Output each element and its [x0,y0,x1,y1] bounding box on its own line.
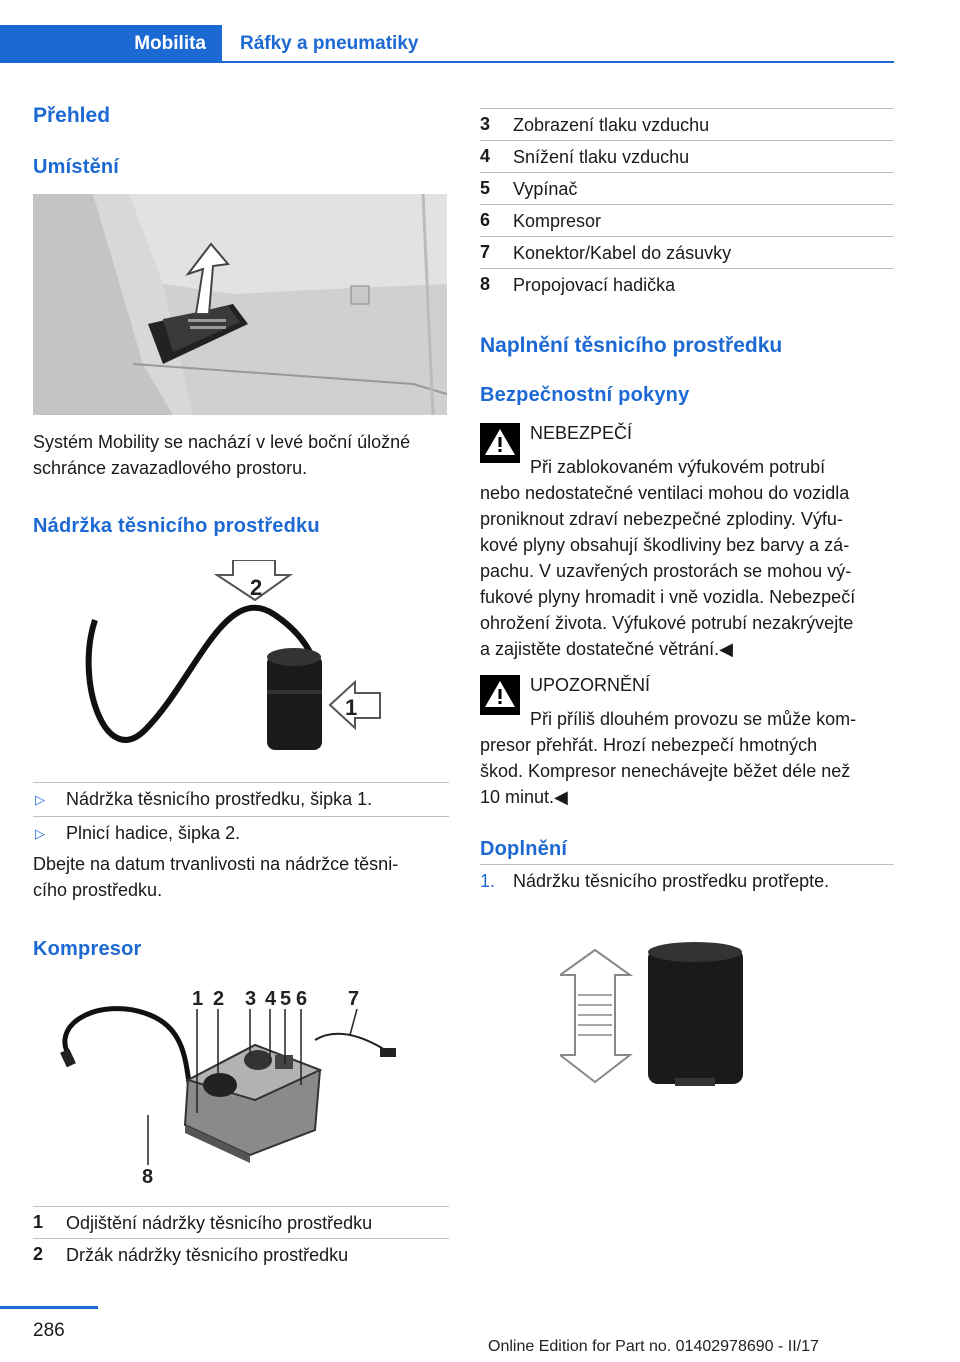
comp-item-num: 8 [480,274,491,294]
comp-item-num: 4 [480,146,491,166]
tank-list-item: Nádržka těsnicího prostředku, šipka 1. [66,789,373,809]
divider [480,108,894,109]
danger-label: NEBEZPEČÍ [530,423,633,443]
text-line: cího prostředku. [33,880,163,900]
divider [480,140,894,141]
divider [33,1238,449,1239]
shake-figure [560,940,760,1090]
warning-icon [480,675,520,715]
danger-text [480,480,900,662]
divider [33,782,449,783]
divider [480,236,894,237]
comp-item-text: Odjištění nádržky těsnicího prostředku [66,1213,373,1233]
comp-item-num: 5 [480,178,491,198]
header-rule [222,61,894,63]
comp-item-num: 1 [33,1212,44,1232]
tank-note [33,851,453,903]
footer-rule [0,1306,98,1309]
comp-label-2: 2 [213,988,225,1010]
tank-figure [85,560,385,765]
bullet-triangle-icon: ▷ [35,792,45,807]
comp-item-num: 2 [33,1244,44,1264]
comp-label-8: 8 [142,1166,154,1188]
text-line: nebo nedostatečné ventilaci mohou do vozidla [480,483,850,503]
page-number: 286 [33,1320,65,1341]
header-tab-label: Mobilita [134,33,206,54]
compressor-figure [60,985,410,1190]
text-line: fukové plyny hromadit i vně vozidla. Nebezpečí [480,587,856,607]
trunk-figure [33,194,447,415]
text-line: Dbejte na datum trvanlivosti na nádržce těsni‐ [33,854,399,874]
text-line: ohrožení života. Výfukové potrubí nezakrývejte [480,613,854,633]
comp-item-text: Vypínač [513,179,578,199]
comp-label-4: 4 [265,988,277,1010]
danger-line: Při zablokovaném výfukovém potrubí [530,457,826,477]
text-line: škod. Kompresor nenechávejte běžet déle než [480,761,851,781]
text-line: pachu. V uzavřených prostorách se mohou vý‐ [480,561,852,581]
tank-label-2: 2 [250,575,263,600]
comp-item-num: 3 [480,114,491,134]
comp-label-6: 6 [296,988,308,1010]
text-line: schránce zavazadlového prostoru. [33,458,308,478]
divider [480,268,894,269]
divider [480,204,894,205]
tank-title: Nádržka těsnicího prostředku [33,515,320,537]
caution-label: UPOZORNĚNÍ [530,675,651,695]
comp-item-text: Konektor/Kabel do zásuvky [513,243,732,263]
header-tab-label: Ráfky a pneumatiky [240,33,419,54]
compressor-title: Kompresor [33,938,142,960]
text-line: Systém Mobility se nachází v levé boční úložné [33,432,411,452]
tank-list-item: Plnicí hadice, šipka 2. [66,823,241,843]
text-line: a zajistěte dostatečné větrání.◀ [480,639,733,659]
warning-icon [480,423,520,463]
comp-item-text: Kompresor [513,211,602,231]
text-line: proniknout zdraví nebezpečné zplodiny. Výfu‐ [480,509,843,529]
header-tab-wheels[interactable] [222,25,894,63]
comp-item-text: Propojovací hadička [513,275,676,295]
comp-label-1: 1 [192,988,204,1010]
comp-item-num: 6 [480,210,491,230]
caution-text [480,732,900,810]
fill-title: Naplnění těsnicího prostředku [480,334,783,357]
comp-item-num: 7 [480,242,491,262]
safety-title: Bezpečnostní pokyny [480,384,690,406]
comp-label-3: 3 [245,988,257,1010]
comp-item-text: Snížení tlaku vzduchu [513,147,690,167]
section-title: Přehled [33,104,111,127]
text-line: 10 minut.◀ [480,787,568,807]
text-line: kové plyny obsahují škodliviny bez barvy a zá‐ [480,535,850,555]
refill-title: Doplnění [480,838,568,860]
text-line: presor přehřát. Hrozí nebezpečí hmotných [480,735,818,755]
caution-line: Při příliš dlouhém provozu se může kom‐ [530,709,857,729]
comp-item-text: Držák nádržky těsnicího prostředku [66,1245,349,1265]
tank-label-1: 1 [345,695,358,720]
divider [480,864,894,865]
placement-text [33,429,453,481]
header-tab-mobilita[interactable] [0,25,222,63]
step-number: 1. [480,871,496,891]
edition-note: Online Edition for Part no. 01402978690 - II/17 [488,1338,819,1355]
comp-label-5: 5 [280,988,292,1010]
placement-title: Umístění [33,156,120,178]
comp-item-text: Zobrazení tlaku vzduchu [513,115,710,135]
divider [480,172,894,173]
bullet-triangle-icon: ▷ [35,826,45,841]
divider [33,816,449,817]
comp-label-7: 7 [348,988,360,1010]
step-text: Nádržku těsnicího prostředku protřepte. [513,871,830,891]
divider [33,1206,449,1207]
